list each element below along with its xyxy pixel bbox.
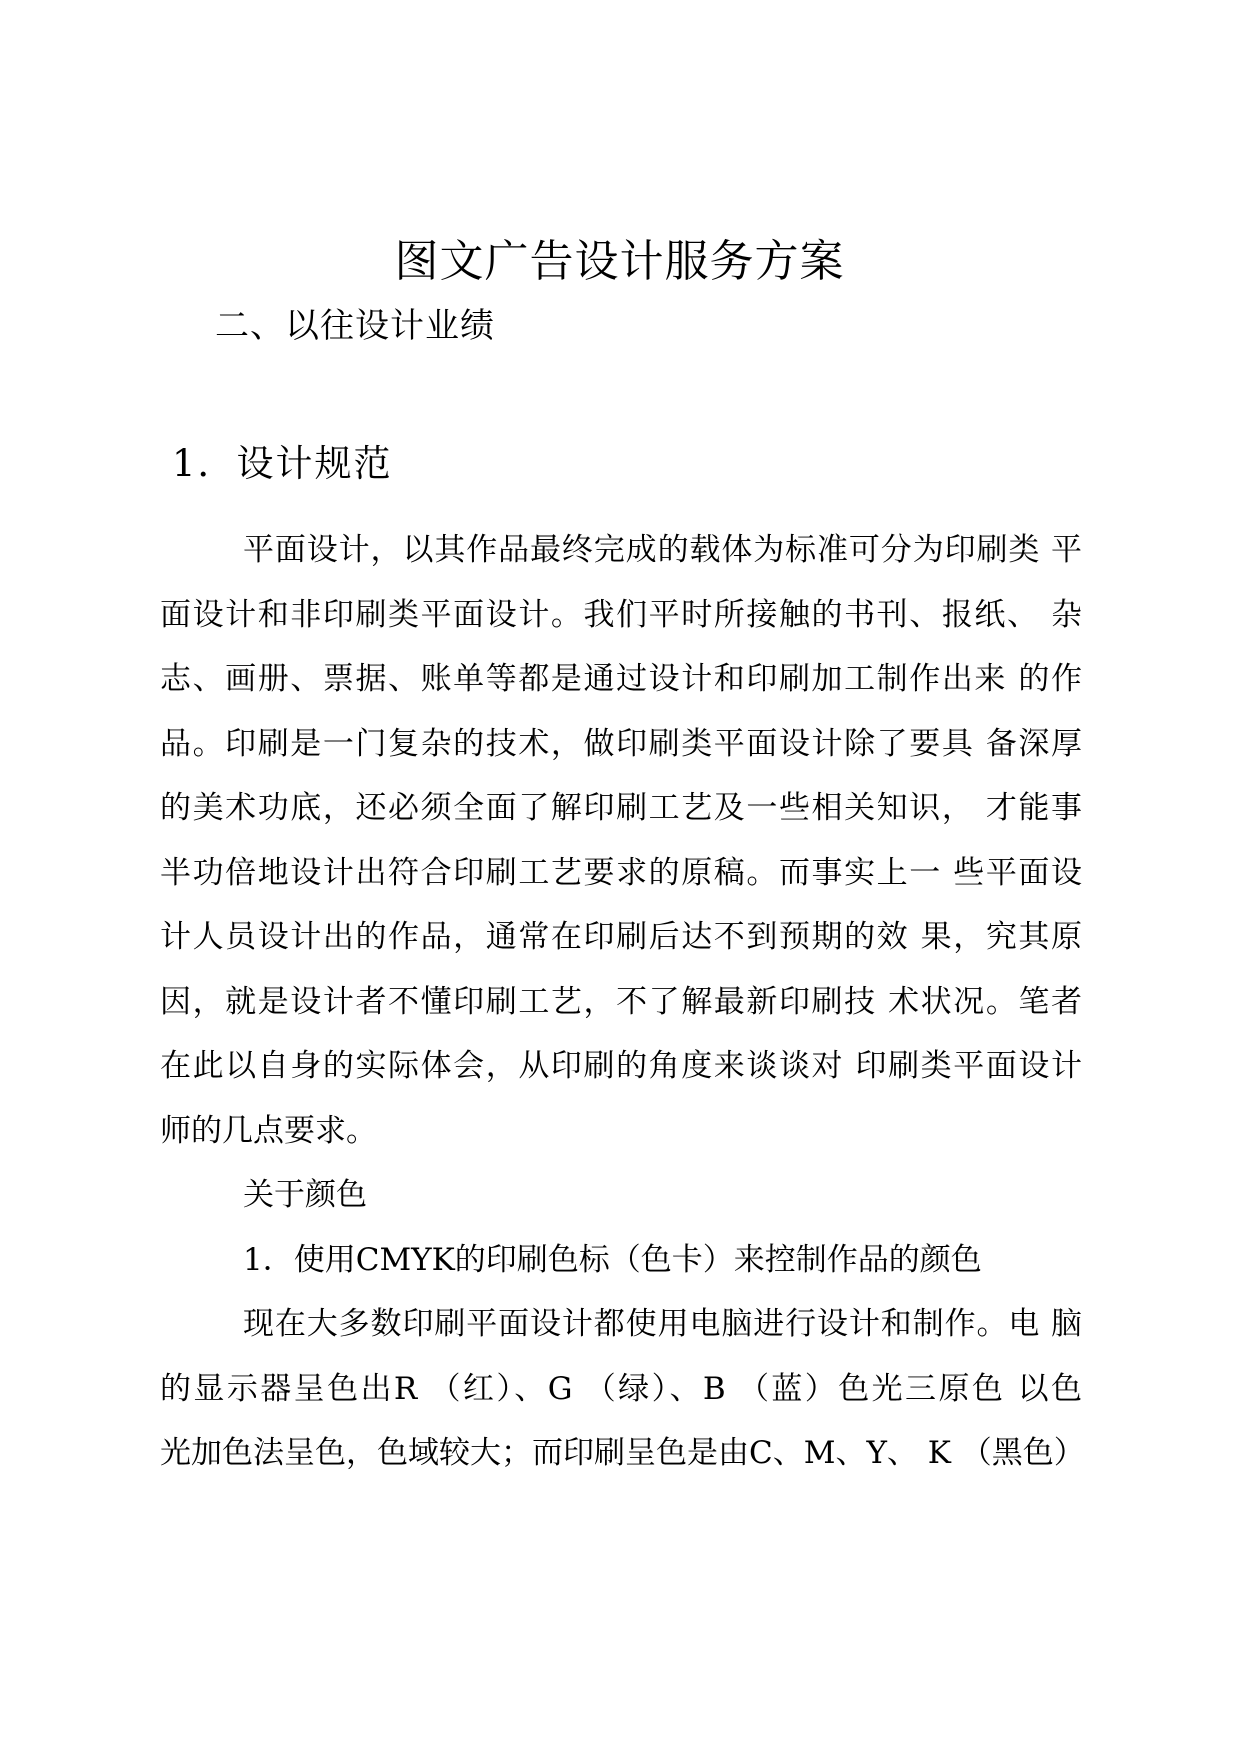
body-line: 在此以自身的实际体会，从印刷的角度来谈谈对 印刷类平面设计 [160,1048,1082,1084]
body-line: 因，就是设计者不懂印刷工艺，不了解最新印刷技 术状况。笔者 [160,983,1082,1020]
body-line: 计人员设计出的作品，通常在印刷后达不到预期的效 果，究其原 [160,919,1082,955]
document-subtitle: 二、以往设计业绩 [215,306,495,346]
body-line: 关于颜色 [243,1177,367,1213]
body-line: 光加色法呈色，色域较大；而印刷呈色是由C、M、Y、 K （黑色） [160,1435,1085,1471]
body-line: 师的几点要求。 [160,1112,377,1149]
body-line: 品。印刷是一门复杂的技术，做印刷类平面设计除了要具 备深厚 [160,725,1082,762]
body-line: 的美术功底，还必须全面了解印刷工艺及一些相关知识， 才能事 [160,790,1082,826]
body-line: 平面设计，以其作品最终完成的载体为标准可分为印刷类 平 [243,532,1082,568]
document-title: 图文广告设计服务方案 [394,236,845,287]
section-heading: 1．设计规范 [172,442,393,485]
body-line: 志、画册、票据、账单等都是通过设计和印刷加工制作出来 的作 [160,661,1082,697]
body-line: 1．使用CMYK的印刷色标（色卡）来控制作品的颜色 [243,1241,982,1278]
body-line: 现在大多数印刷平面设计都使用电脑进行设计和制作。电 脑 [243,1306,1082,1342]
body-line: 的显示器呈色出R （红）、G （绿）、B （蓝）色光三原色 以色 [160,1370,1082,1407]
body-line: 面设计和非印刷类平面设计。我们平时所接触的书刊、报纸、 杂 [160,596,1082,633]
body-line: 半功倍地设计出符合印刷工艺要求的原稿。而事实上一 些平面设 [160,854,1082,891]
document-body [160,518,1085,1486]
